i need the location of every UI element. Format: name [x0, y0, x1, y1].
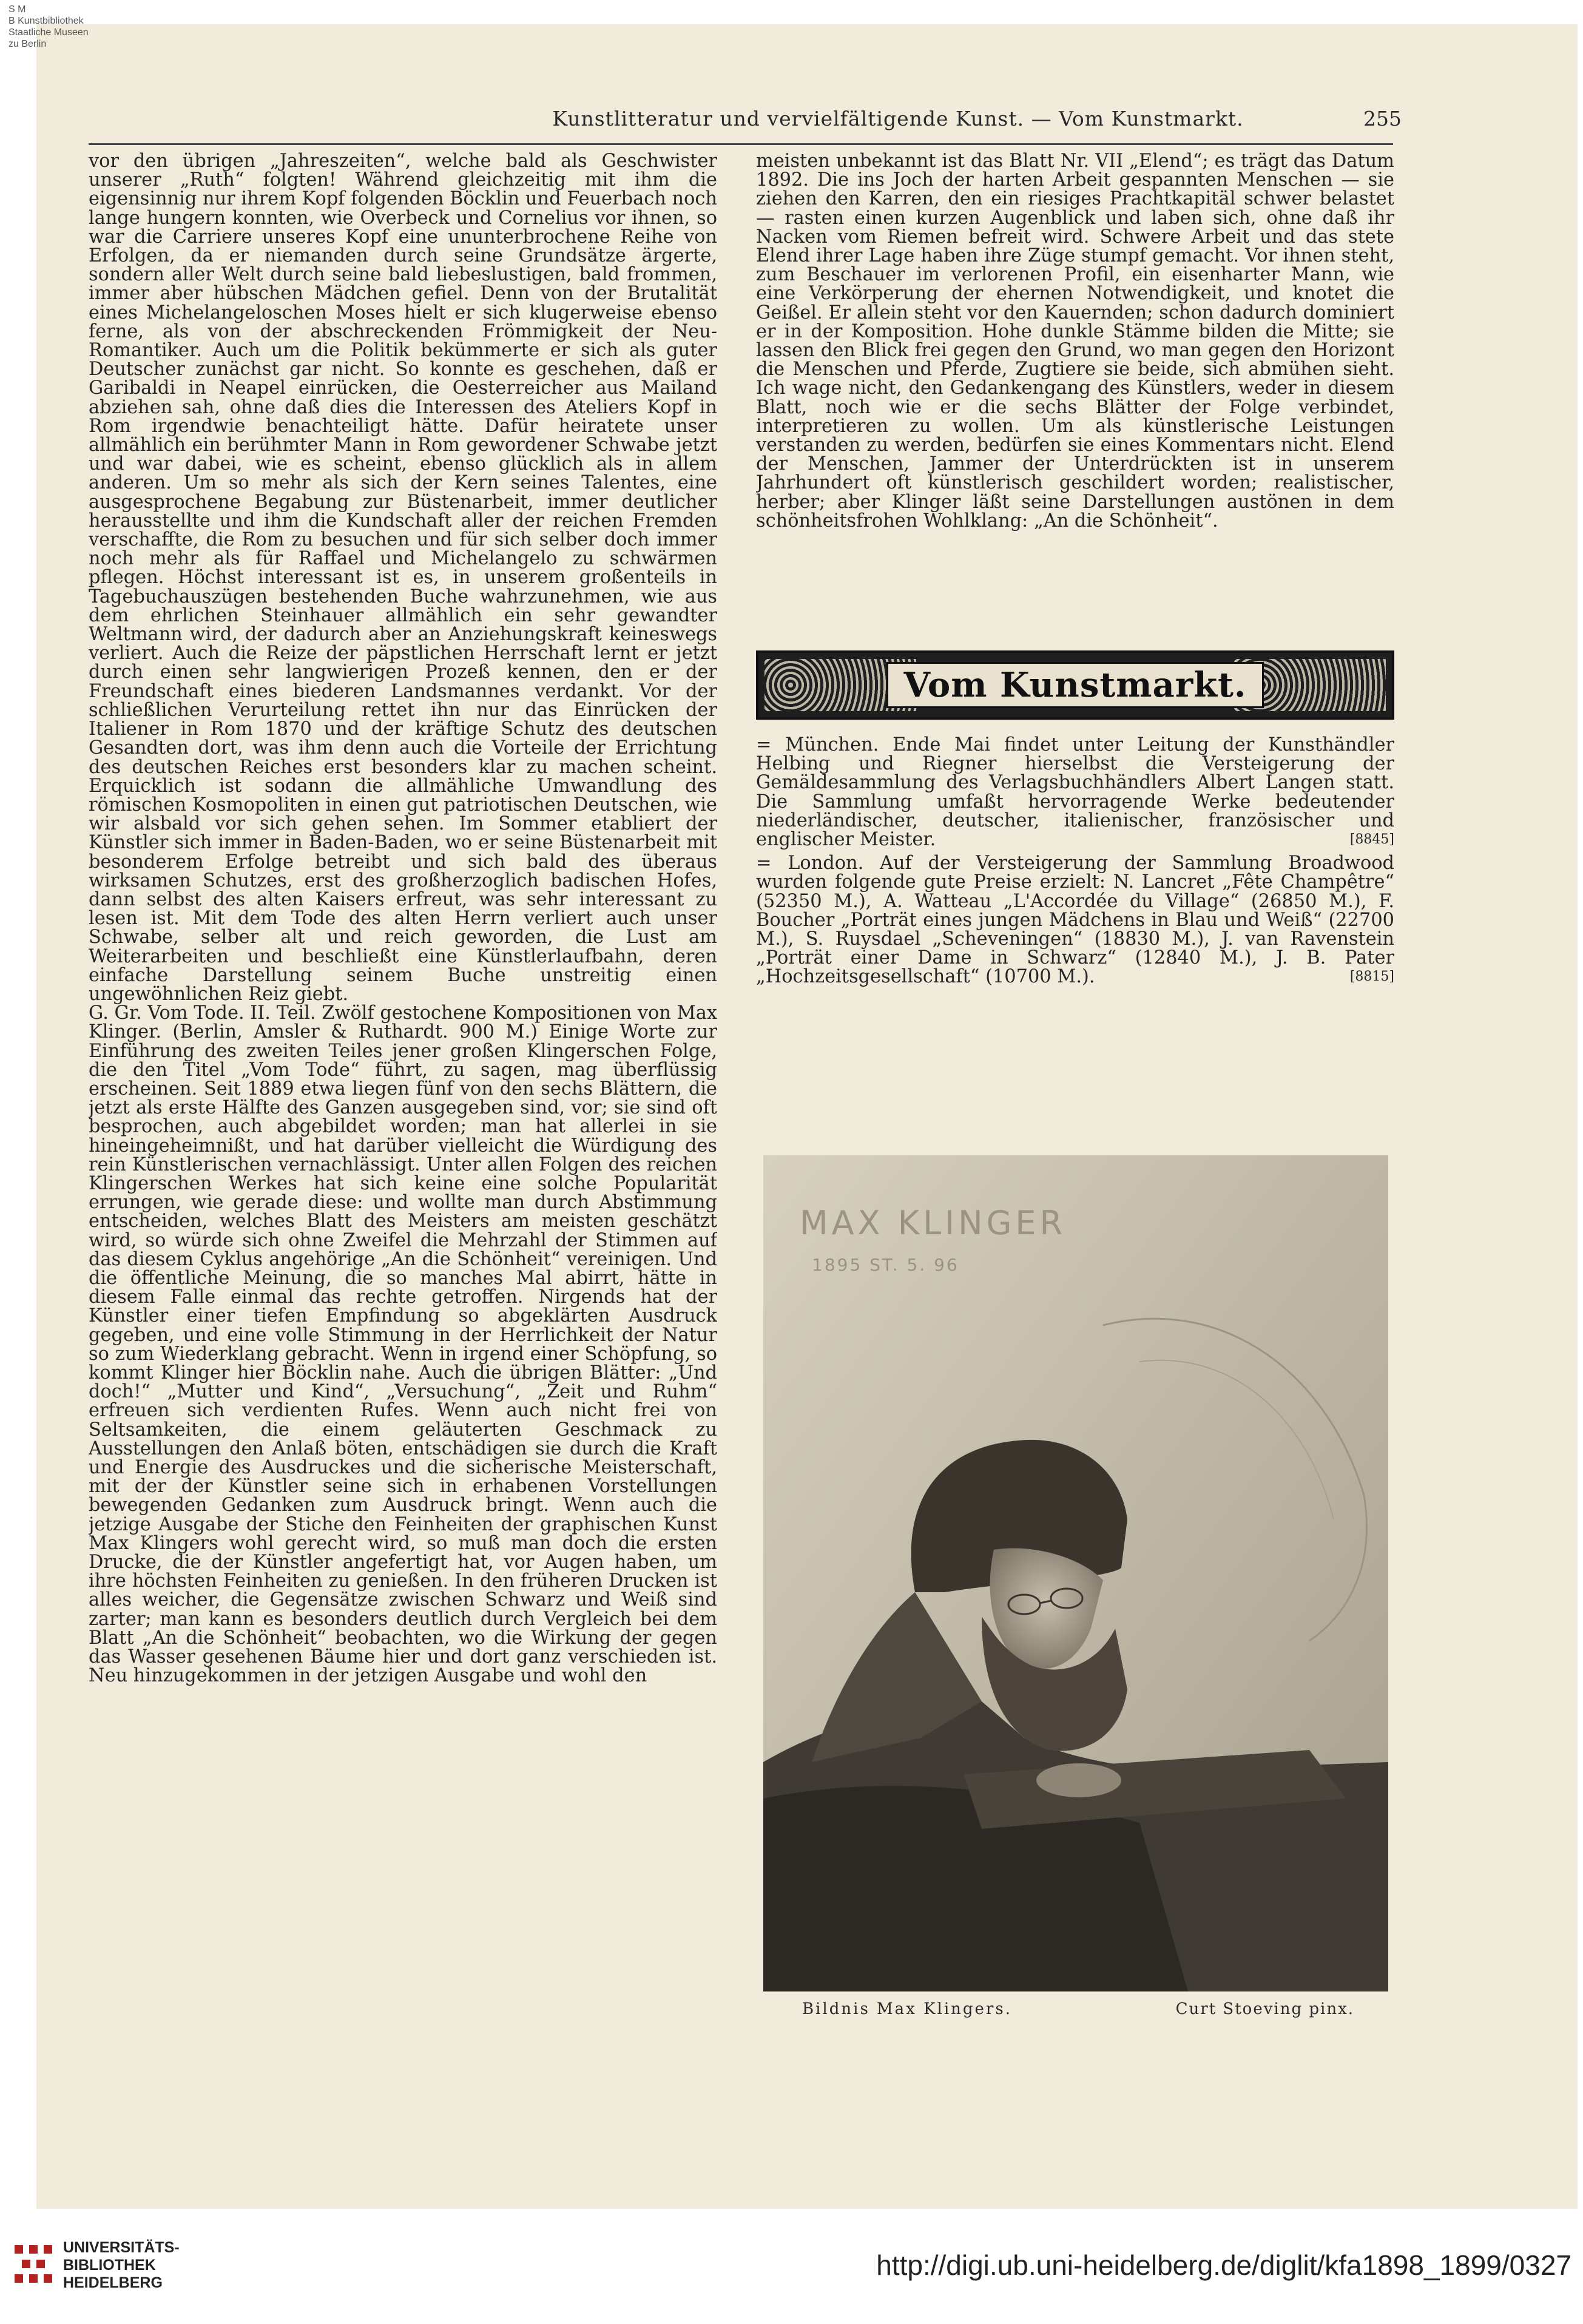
market-news — [756, 735, 1394, 1112]
news-item — [756, 735, 1394, 849]
stamp-line: zu Berlin — [8, 39, 47, 49]
news-item — [756, 854, 1394, 986]
news-text: = München. Ende Mai findet unter Leitung der Kunsthändler Helbing und Riegner hierselbst die Versteigerung der Gemäldesammlung des Verlagsbuchhändlers Albert Langen statt. Die Sammlung umfaßt hervorragende Werke bedeutender niederländischer, deutscher, italienischer, französischer und englischer Meister. — [756, 735, 1394, 851]
portrait-drawing — [763, 1155, 1388, 1991]
paragraph-klinger-continued: meisten unbekannt ist das Blatt Nr. VII „Elend“; es trägt das Datum 1892. Die ins Joch der harten Arbeit gespannten Menschen — sie ziehen den Karren, den ein riesiges Prachtkapitäl schwer belastet — rasten einen kurzen Augenblick und laben sich, ohne daß ihr Nacken vom Riemen befreit wird. Schwere Arbeit und das stete Elend ihrer Lage haben ihre Züge stumpf gemacht. Vor ihnen steht, zum Beschauer im verlorenen Profil, ein eisenharter Mann, wie eine Verkörperung der ehernen Notwendigkeit, und knotet die Geißel. Er allein steht vor den Kauernden; schon dadurch dominiert er in der Komposition. Hohe dunkle Stämme bilden die Mitte; sie lassen den Blick frei gegen den Grund, wo man gegen den Horizont die Menschen und Pferde, Zugtiere sie beide, sich abmühen sieht. Ich wage nicht, den Gedankengang des Künstlers, weder in diesem Blatt, noch wie er die sechs Blätter der Folge verbindet, interpretieren zu wollen. Um als künstlerische Leistungen verstanden zu werden, bedürfen sie eines Kommentars nicht. Elend der Menschen, Jammer der Unterdrückten ist in unserem Jahrhundert oft künstlerisch geschildert worden; realistischer, herber; aber Klinger läßt seine Darstellungen austönen in dem schönheitsfrohen Wohlklang: „An die Schönheit“. — [756, 152, 1394, 532]
logo-text-line: HEIDELBERG — [63, 2274, 163, 2291]
digitization-footer — [0, 2209, 1583, 2324]
logo-text-line: BIBLIOTHEK — [63, 2257, 156, 2274]
paragraph-klinger-review: G. Gr. Vom Tode. II. Teil. Zwölf gestochene Kompositionen von Max Klinger. (Berlin, Amsler & Ruthardt. 900 M.) Einige Worte zur Einführung des zweiten Teiles jener großen Klingerschen Folge, die den Titel „Vom Tode“ führt, zu sagen, mag überflüssig erscheinen. Seit 1889 etwa liegen fünf von den sechs Blättern, die jetzt als erste Hälfte des Ganzen ausgegeben sind, vor; sie sind oft besprochen, auch abgebildet worden; man hat allerlei in sie hineingeheimnißt, und hat darüber vielleicht die Würdigung des rein Künstlerischen vernachlässigt. Unter allen Folgen des reichen Klingerschen Werkes hat sich keine eine solche Popularität errungen, wie gerade diese: und wollte man durch Abstimmung entscheiden, welches Blatt des Meisters am meisten geschätzt wird, so würde sich ohne Zweifel die Mehrzahl der Stimmen auf das diesem Cyklus angehörige „An die Schönheit“ vereinigen. Und die öffentliche Meinung, die so manches Mal abirrt, hätte in diesem Falle einmal das rechte getroffen. Nirgends hat der Künstler einer tiefen Empfindung so abgeklärten Ausdruck gegeben, und eine volle Stimmung in der Herrlichkeit der Natur so zum Wiederklang gebracht. Wenn in irgend einer Schöpfung, so kommt Klinger hier Böcklin nahe. Auch die übrigen Blätter: „Und doch!“ „Mutter und Kind“, „Versuchung“, „Zeit und Ruhm“ erfreuen sich verdienten Rufes. Wenn auch nicht frei von Seltsamkeiten, die einem geläuterten Geschmack zu Ausstellungen den Anlaß böten, entschädigen sie durch die Kraft und Energie des Ausdruckes und die sicherische Meisterschaft, mit der der Künstler seine sich in erhabenen Vorstellungen bewegenden Gedanken zum Ausdruck bringt. Wenn auch die jetzige Ausgabe der Stiche den Feinheiten der graphischen Kunst Max Klingers wohl gerecht wird, so muß man doch die ersten Drucke, die der Künstler angefertigt hat, vor Augen haben, um ihre höchsten Feinheiten zu genießen. In den früheren Drucken ist alles weicher, die Gegensätze zwischen Schwarz und Weiß sind zarter; man kann es besonders deutlich durch Vergleich bei dem Blatt „An die Schönheit“ beobachten, wo die Wirkung der gegen das Wasser gesehenen Bäume hier und dort ganz verschieden ist. Neu hinzugekommen in der jetzigen Ausgabe und wohl den — [89, 1002, 717, 1687]
permalink-url[interactable]: http://digi.ub.uni-heidelberg.de/diglit/kfa1898_1899/0327 — [876, 2249, 1571, 2281]
news-reference: [8815] — [1349, 969, 1394, 985]
page-number: 255 — [1363, 107, 1402, 130]
university-library-name — [63, 2239, 282, 2292]
stamp-line: Staatliche Museen — [8, 27, 89, 38]
right-column — [756, 152, 1394, 631]
stamp-line: S M — [8, 4, 26, 15]
running-header: Kunstlitteratur und vervielfältigende Kunst. — Vom Kunstmarkt. — [552, 107, 1244, 130]
library-stamp — [8, 4, 130, 50]
header-rule — [89, 143, 1393, 145]
paragraph-kopf-review: vor den übrigen „Jahreszeiten“, welche bald als Geschwister unserer „Ruth“ folgten! Während gleichzeitig mit ihm die eigensinnig nur ihrem Kopf folgenden Böcklin und Feuerbach noch lange hungern konnten, wie Overbeck und Cornelius vor ihnen, so war die Carriere unseres Kopf eine ununterbrochene Reihe von Erfolgen, da er niemanden durch seine Grundsätze ärgerte, sondern aller Welt durch seine bald liebeslustigen, bald frommen, immer aber hübschen Mädchen gefiel. Denn von der Brutalität eines Michelangeloschen Moses hielt er sich klugerweise ebenso ferne, als von der abschreckenden Frömmigkeit der Neu-Romantiker. Auch um die Politik bekümmerte er sich als guter Deutscher zunächst gar nicht. So konnte es geschehen, daß er Garibaldi in Neapel einrücken, die Oesterreicher aus Mailand abziehen sah, ohne daß dies die Interessen des Ateliers Kopf in Rom irgendwie benachteiligt hätte. Dafür heiratete unser allmählich ein berühmter Mann in Rom gewordener Schwabe jetzt und war dabei, wie es scheint, ebenso glücklich als in allem anderen. Um so mehr als sich der Kern seines Talentes, eine ausgesprochene Begabung zur Büstenarbeit, immer deutlicher herausstellte und ihm die Kundschaft aller der reichen Fremden verschaffte, die Rom zu besuchen und für sich selber doch immer noch mehr als für Raffael und Michelangelo zu schwärmen pflegen. Höchst interessant ist es, in unserem großenteils in Tagebuchauszügen bestehenden Buche wahrzunehmen, wie aus dem ehrlichen Steinhauer allmählich ein sehr gewandter Weltmann wird, der dadurch aber an Anziehungskraft keineswegs verliert. Auch die Reize der päpstlichen Herrschaft lernt er jetzt durch einen sehr langwierigen Prozeß kennen, den er der Freundschaft eines biederen Landsmannes verdankt. Vor der schließlichen Verurteilung rettet ihn nur das Einrücken der Italiener in Rom 1870 und der kräftige Schutz des deutschen Gesandten dort, was ihm denn auch die Vorteile der Errichtung des deutschen Reiches erst besonders klar zu machen scheint. Erquicklich ist sodann die allmähliche Umwandlung des römischen Kosmopoliten in einen gut patriotischen Deutschen, wie wir alsbald vor sich gehen sehen. Im Sommer etabliert der Künstler sich immer in Baden-Baden, wo er seine Büstenarbeit mit besonderem Erfolge betreibt und sich bald des überaus wirksamen Schutzes, erst des großherzoglich badischen Hofes, dann selbst des alten Kaisers erfreut, was sehr interessant zu lesen ist. Mit dem Tode des alten Herrn verliert auch unser Schwabe, selber alt und reich geworden, die Lust am Weiterarbeiten und beschließt eine Künstlerlaufbahn, deren einfache Darstellung seinem Buche unstreitig einen ungewöhnlichen Reiz giebt. — [89, 152, 717, 1005]
news-text: = London. Auf der Versteigerung der Sammlung Broadwood wurden folgende gute Preise erzielt: N. Lancret „Fête Champêtre“ (52350 M.), A. Watteau „L'Accordée du Village“ (26850 M.), F. Boucher „Porträt eines jungen Mädchens in Blau und Weiß“ (22700 M.), S. Ruysdael „Scheveningen“ (18830 M.), J. van Ravenstein „Porträt einer Dame in Schwarz“ (12840 M.), J. B. Pater „Hochzeitsgesellschaft“ (10700 M.). — [756, 853, 1394, 988]
logo-text-line: UNIVERSITÄTS- — [63, 2239, 180, 2256]
portrait-illustration — [763, 1155, 1388, 1991]
stamp-line: B Kunstbibliothek — [8, 16, 84, 26]
news-reference: [8845] — [1349, 832, 1394, 848]
university-library-logo-icon — [12, 2243, 55, 2285]
portrait-inscription-date: 1895 ST. 5. 96 — [812, 1255, 959, 1275]
portrait-inscription: MAX KLINGER — [800, 1204, 1066, 1242]
caption-artist: Curt Stoeving pinx. — [1175, 2000, 1354, 2018]
left-column — [89, 152, 717, 2008]
illustration-caption — [766, 2000, 1391, 2024]
section-banner — [756, 650, 1394, 720]
caption-title: Bildnis Max Klingers. — [802, 2000, 1012, 2018]
section-title: Vom Kunstmarkt. — [886, 662, 1264, 708]
